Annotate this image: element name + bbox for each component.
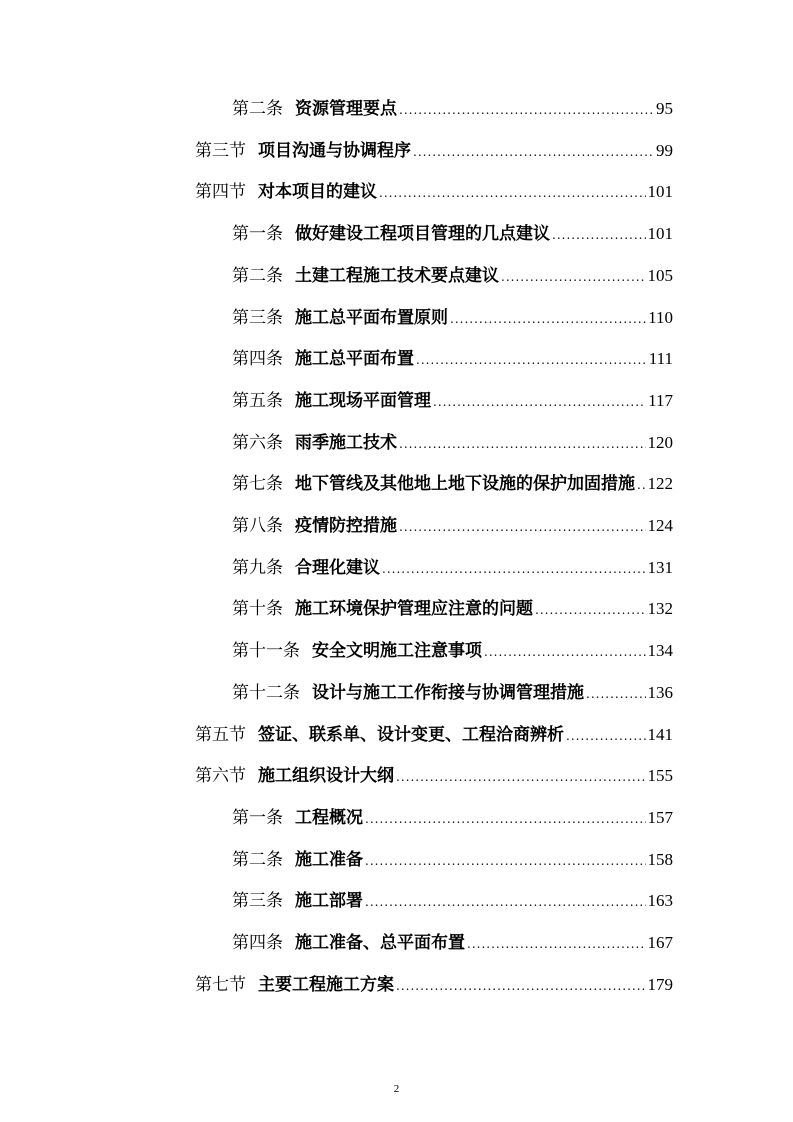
- toc-entry-leader: [365, 805, 646, 833]
- toc-entry-page: 141: [647, 725, 673, 744]
- toc-entry-title: 施工准备: [295, 850, 363, 870]
- toc-entry-page: 105: [647, 266, 673, 285]
- toc-entry-page: 95: [656, 99, 673, 118]
- toc-entry-title: 做好建设工程项目管理的几点建议: [295, 224, 550, 244]
- toc-entry-page: 120: [647, 433, 673, 452]
- toc-entry-title: 疫情防控措施: [295, 516, 397, 536]
- toc-entry-number: 第六节: [195, 766, 246, 786]
- toc-entry[interactable]: [195, 971, 673, 999]
- toc-entry-leader: [433, 388, 646, 416]
- toc-entry-page: 117: [648, 391, 673, 410]
- toc-entry-page: 158: [647, 850, 673, 869]
- toc-entry[interactable]: [232, 345, 673, 373]
- toc-entry-leader: [413, 138, 654, 166]
- toc-entry-number: 第三条: [232, 891, 283, 911]
- toc-entry[interactable]: [232, 637, 673, 665]
- toc-entry-number: 第三条: [232, 308, 283, 328]
- toc-entry[interactable]: [232, 804, 673, 832]
- toc-entry[interactable]: [232, 887, 673, 915]
- toc-entry[interactable]: [232, 846, 673, 874]
- toc-entry-leader: [399, 96, 654, 124]
- toc-entry-leader: [467, 930, 646, 958]
- toc-entry-title: 土建工程施工技术要点建议: [295, 266, 499, 286]
- toc-entry-number: 第七条: [232, 474, 283, 494]
- toc-entry-number: 第四节: [195, 182, 246, 202]
- toc-entry[interactable]: [232, 304, 673, 332]
- toc-entry-number: 第四条: [232, 933, 283, 953]
- toc-entry[interactable]: [232, 554, 673, 582]
- toc-entry-title: 施工现场平面管理: [295, 391, 431, 411]
- toc-entry-page: 111: [648, 349, 673, 368]
- toc-entry[interactable]: [195, 721, 673, 749]
- toc-entry-leader: [416, 346, 647, 374]
- toc-entry-page: 101: [647, 224, 673, 243]
- toc-entry-leader: [566, 722, 646, 750]
- toc-entry-title: 项目沟通与协调程序: [258, 141, 411, 161]
- toc-entry-number: 第三节: [195, 141, 246, 161]
- toc-entry-page: 136: [647, 683, 673, 702]
- toc-entry-title: 设计与施工工作衔接与协调管理措施: [312, 683, 584, 703]
- toc-entry-page: 99: [656, 141, 673, 160]
- toc-entry-title: 施工总平面布置原则: [295, 308, 448, 328]
- toc-entry-title: 工程概况: [295, 808, 363, 828]
- toc-entry[interactable]: [232, 929, 673, 957]
- toc-entry-title: 雨季施工技术: [295, 433, 397, 453]
- toc-entry-page: 167: [647, 933, 673, 952]
- toc-entry-page: 155: [647, 766, 673, 785]
- toc-entry-page: 134: [647, 641, 673, 660]
- toc-entry-number: 第十一条: [232, 641, 300, 661]
- toc-entry[interactable]: [195, 137, 673, 165]
- toc-entry-title: 签证、联系单、设计变更、工程洽商辨析: [258, 725, 564, 745]
- toc-entry-page: 132: [647, 599, 673, 618]
- toc-entry-page: 179: [647, 975, 673, 994]
- toc-entry-leader: [382, 555, 646, 583]
- toc-entry-leader: [450, 305, 646, 333]
- toc-entry-number: 第十条: [232, 599, 283, 619]
- toc-entry[interactable]: [232, 679, 673, 707]
- toc-entry[interactable]: [232, 387, 673, 415]
- toc-entry-number: 第六条: [232, 433, 283, 453]
- toc-entry-leader: [396, 763, 646, 791]
- toc-entry-title: 安全文明施工注意事项: [312, 641, 482, 661]
- toc-entry-number: 第五节: [195, 725, 246, 745]
- toc-entry-leader: [365, 888, 646, 916]
- toc-entry[interactable]: [232, 470, 673, 498]
- toc-entry-title: 施工部署: [295, 891, 363, 911]
- toc-entry-number: 第二条: [232, 266, 283, 286]
- toc-entry-title: 施工组织设计大纲: [258, 766, 394, 786]
- toc-entry-leader: [365, 847, 646, 875]
- toc-entry[interactable]: [232, 512, 673, 540]
- toc-entry-leader: [637, 471, 646, 499]
- toc-entry-title: 施工准备、总平面布置: [295, 933, 465, 953]
- toc-entry-number: 第一条: [232, 808, 283, 828]
- toc-entry-page: 163: [647, 891, 673, 910]
- toc-entry-title: 主要工程施工方案: [258, 975, 394, 995]
- toc-entry-leader: [586, 680, 646, 708]
- toc-entry-number: 第二条: [232, 850, 283, 870]
- toc-entry-leader: [399, 430, 646, 458]
- toc-entry-title: 施工总平面布置: [295, 349, 414, 369]
- toc-entry-number: 第二条: [232, 99, 283, 119]
- toc-entry-number: 第一条: [232, 224, 283, 244]
- toc-entry-number: 第八条: [232, 516, 283, 536]
- toc-entry-leader: [399, 513, 646, 541]
- toc-entry[interactable]: [232, 220, 673, 248]
- toc-entry-title: 地下管线及其他地上地下设施的保护加固措施: [295, 474, 635, 494]
- page-number: 2: [393, 1083, 400, 1095]
- toc-entry-number: 第十二条: [232, 683, 300, 703]
- toc-entry-title: 资源管理要点: [295, 99, 397, 119]
- toc-entry[interactable]: [232, 429, 673, 457]
- toc-entry-number: 第九条: [232, 558, 283, 578]
- toc-entry[interactable]: [195, 762, 673, 790]
- toc-entry-leader: [552, 221, 646, 249]
- toc-entry[interactable]: [195, 178, 673, 206]
- toc-entry-leader: [379, 179, 646, 207]
- toc-entry-page: 110: [648, 308, 673, 327]
- toc-entry-page: 122: [647, 474, 673, 493]
- toc-entry-leader: [396, 972, 646, 1000]
- toc-entry-number: 第四条: [232, 349, 283, 369]
- toc-entry[interactable]: [232, 262, 673, 290]
- toc-entry-title: 施工环境保护管理应注意的问题: [295, 599, 533, 619]
- toc-entry-page: 157: [647, 808, 673, 827]
- toc-entry-title: 合理化建议: [295, 558, 380, 578]
- toc-entry-leader: [535, 596, 646, 624]
- toc-entry-number: 第五条: [232, 391, 283, 411]
- toc-entry-leader: [501, 263, 646, 291]
- toc-entry-number: 第七节: [195, 975, 246, 995]
- toc-entry[interactable]: [232, 595, 673, 623]
- toc-entry-page: 131: [647, 558, 673, 577]
- toc-entry[interactable]: [232, 95, 673, 123]
- toc-entry-title: 对本项目的建议: [258, 182, 377, 202]
- toc-entry-leader: [484, 638, 646, 666]
- toc-entry-page: 101: [647, 182, 673, 201]
- toc-entry-page: 124: [647, 516, 673, 535]
